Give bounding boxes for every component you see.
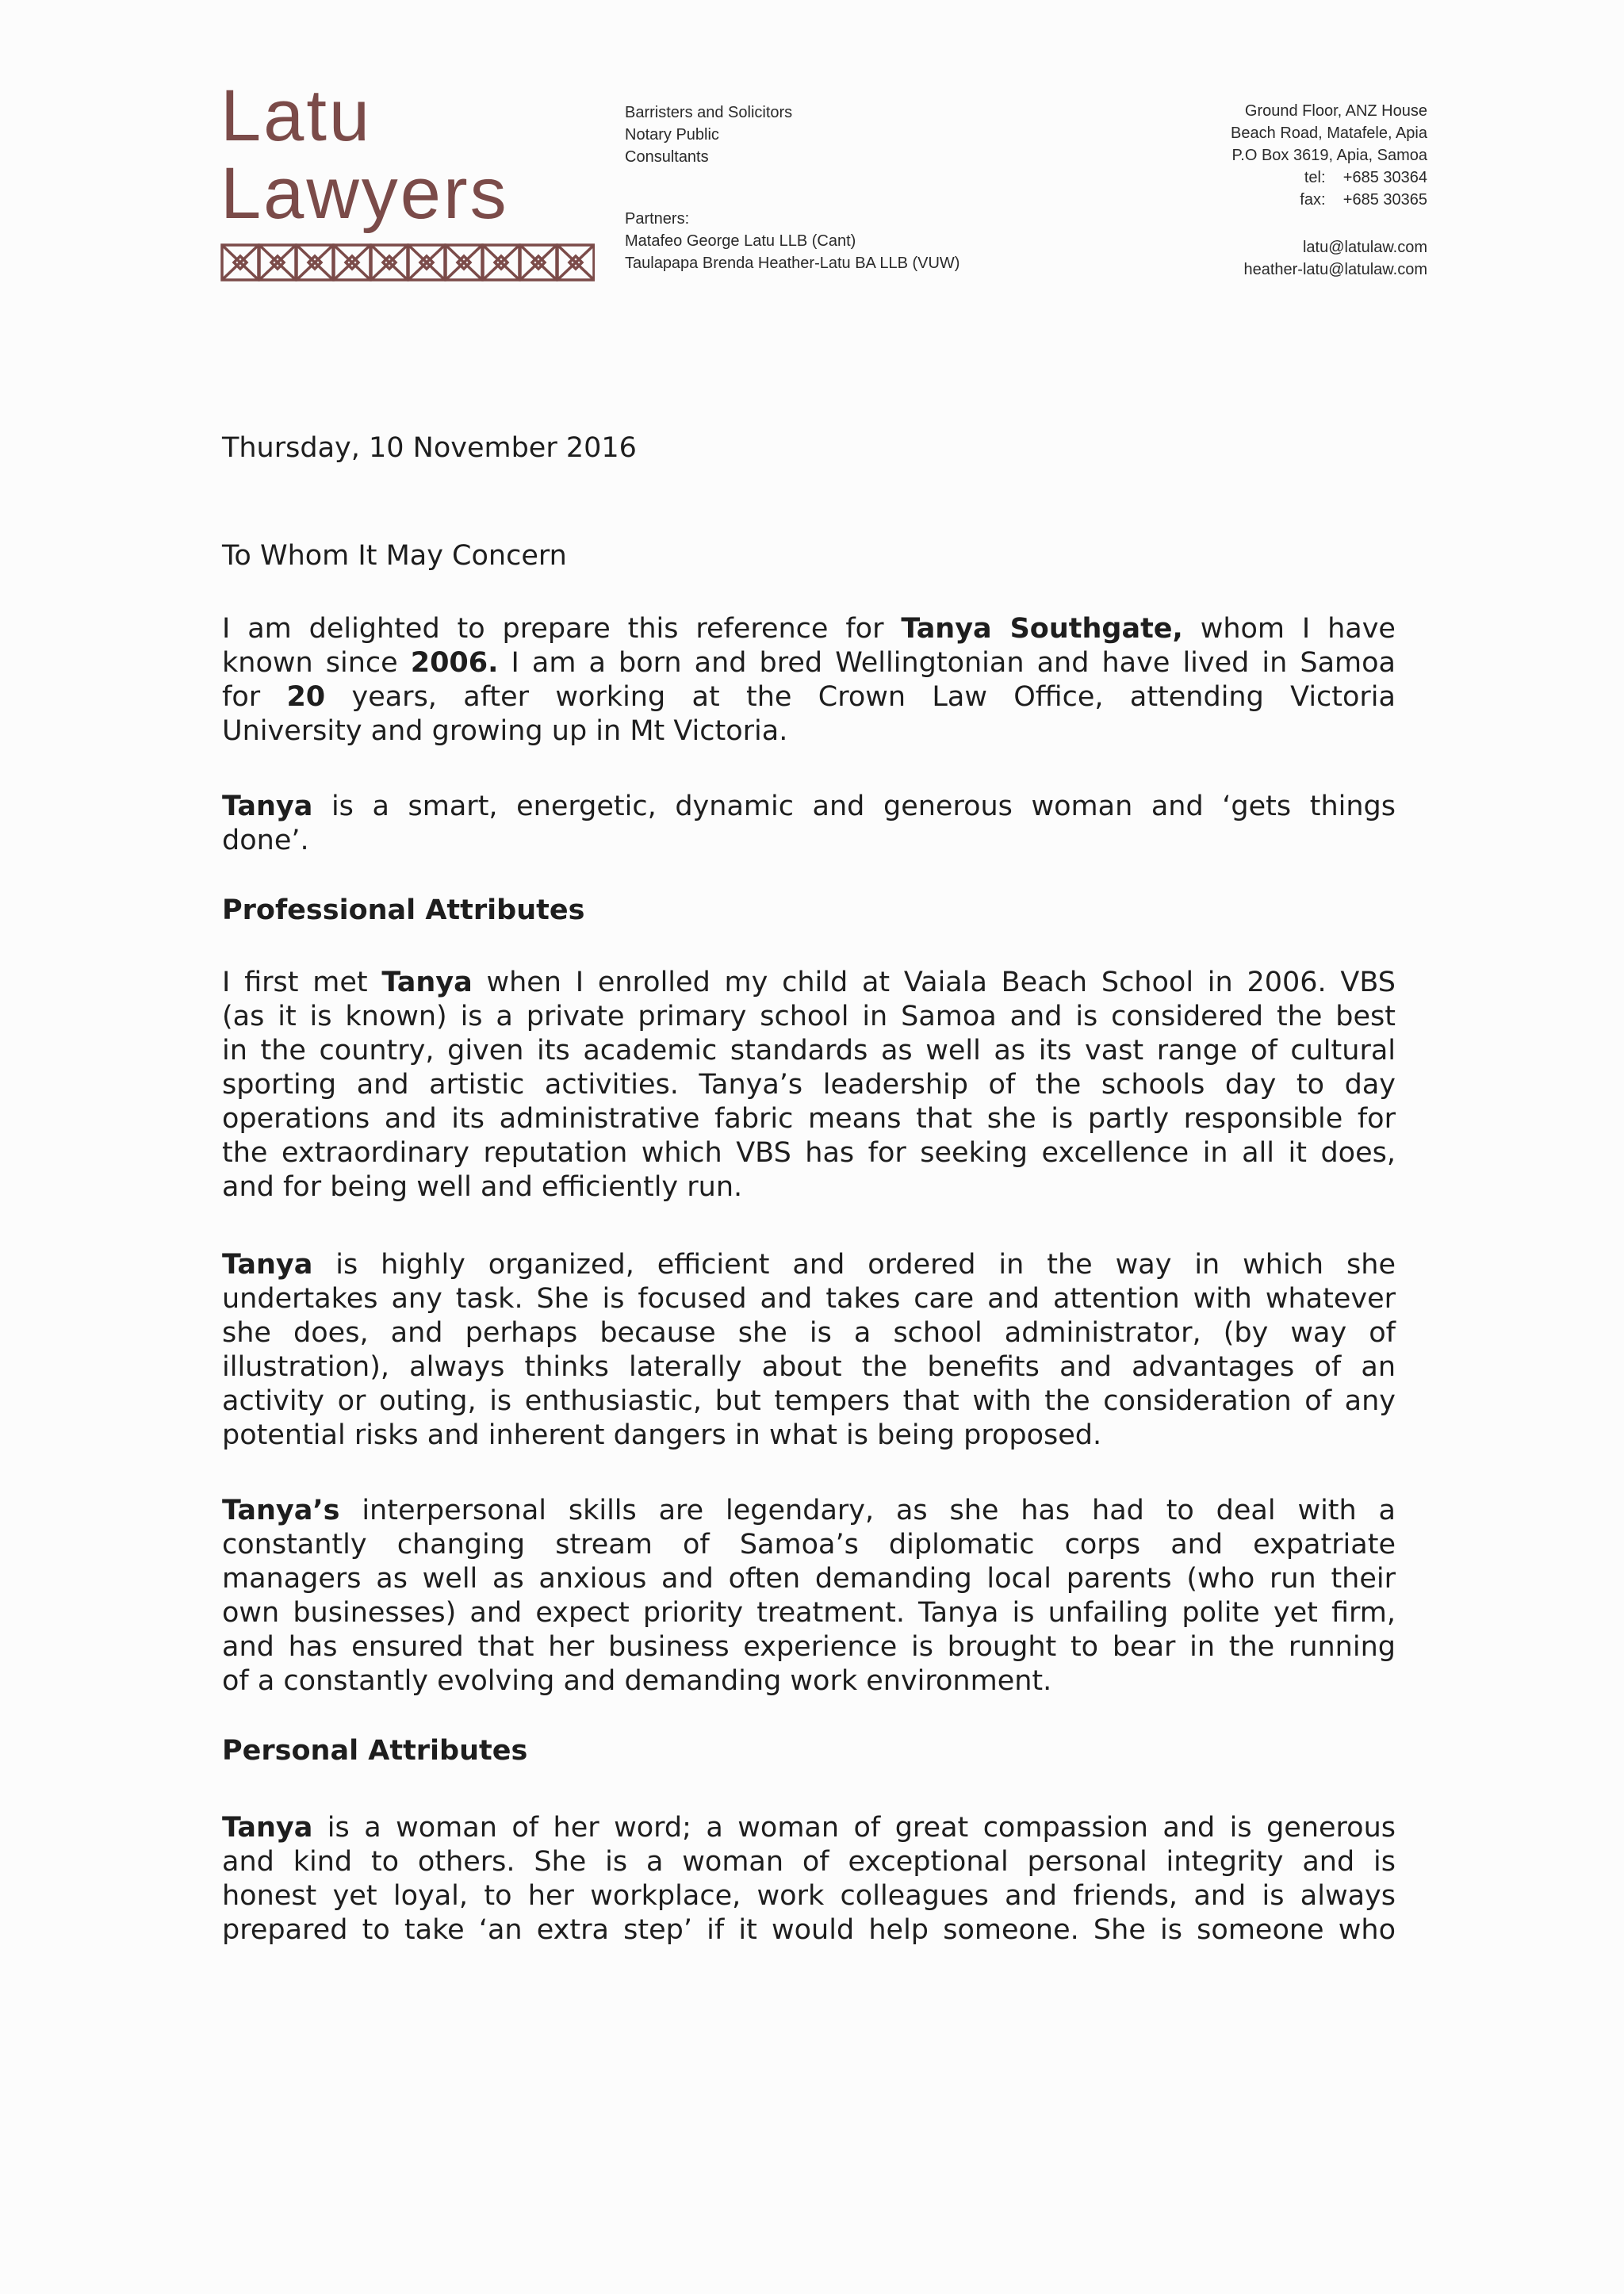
services-list (625, 101, 792, 168)
address-block (1231, 100, 1427, 211)
partners-label: Partners: (625, 210, 690, 228)
salutation: To Whom It May Concern (222, 540, 567, 572)
address-line: Beach Road, Matafele, Apia (1231, 124, 1427, 142)
paragraph-professional-1: I first met Tanya when I enrolled my child at Vaiala Beach School in 2006. VBS (as it is known) is a private primary school in Samoa and is considered the best in the country, given its academic standards as well as its vast range of cultural sporting and artistic activities. Tanya’s leadership of the schools day to day operations and its administrative fabric means that she is partly responsible for the extraordinary reputation which VBS has for seeking excellence in all it does, and for being well and efficiently run. (222, 967, 1396, 1203)
service-item: Consultants (625, 148, 709, 166)
paragraph-professional-2: Tanya is highly organized, efficient and ordered in the way in which she undertakes any task. She is focused and takes care and attention with whatever she does, and perhaps because she is a school administrator, (by way of illustration), always thinks laterally about the benefits and advantages of an activity or outing, is enthusiastic, but tempers that with the consideration of any potential risks and inherent dangers in what is being proposed. (222, 1249, 1396, 1451)
tel-label: tel: (1304, 169, 1326, 186)
partners-block (625, 208, 959, 274)
paragraph-intro: I am delighted to prepare this reference for Tanya Southgate, whom I have known since 2006. I am a born and bred Wellingtonian and have lived in Samoa for 20 years, after working at the Crown Law Office, attending Victoria University and growing up in Mt Victoria. (222, 613, 1396, 747)
letter-date: Thursday, 10 November 2016 (222, 432, 637, 464)
email-block (1243, 236, 1427, 281)
address-line: Ground Floor, ANZ House (1244, 102, 1427, 120)
paragraph-summary: Tanya is a smart, energetic, dynamic and generous woman and ‘gets things done’. (222, 791, 1396, 856)
tel-number: +685 30364 (1342, 169, 1427, 186)
logo-pattern-icon (220, 243, 595, 282)
logo-latu: Latu (220, 75, 373, 156)
fax-label: fax: (1300, 191, 1326, 209)
paragraph-personal-1: Tanya is a woman of her word; a woman of great compassion and is generous and kind to others. She is a woman of exceptional personal integrity and is honest yet loyal, to her workplace, work colleagues and friends, and is always prepared to take ‘an extra step’ if it would help someone. She is someone who (222, 1812, 1396, 1946)
email-link[interactable]: latu@latulaw.com (1302, 239, 1427, 256)
paragraph-professional-3: Tanya’s interpersonal skills are legendary, as she has had to deal with a constantly changing stream of Samoa’s diplomatic corps and expatriate managers as well as anxious and often demanding local parents (who run their own businesses) and expect priority treatment. Tanya is unfailing polite yet firm, and has ensured that her business experience is brought to bear in the running of a constantly evolving and demanding work environment. (222, 1495, 1396, 1697)
partner-name: Taulapapa Brenda Heather-Latu BA LLB (VUW) (625, 255, 960, 272)
fax-line (1231, 189, 1427, 211)
address-line: P.O Box 3619, Apia, Samoa (1231, 147, 1427, 164)
email-link[interactable]: heather-latu@latulaw.com (1243, 261, 1427, 278)
service-item: Barristers and Solicitors (625, 104, 793, 121)
heading-personal-attributes: Personal Attributes (222, 1735, 528, 1767)
service-item: Notary Public (625, 126, 719, 144)
partner-name: Matafeo George Latu LLB (Cant) (625, 232, 856, 250)
heading-professional-attributes: Professional Attributes (222, 894, 585, 926)
telephone-line (1231, 167, 1427, 189)
fax-number: +685 30365 (1342, 191, 1427, 209)
logo-lawyers: Lawyers (220, 153, 509, 234)
